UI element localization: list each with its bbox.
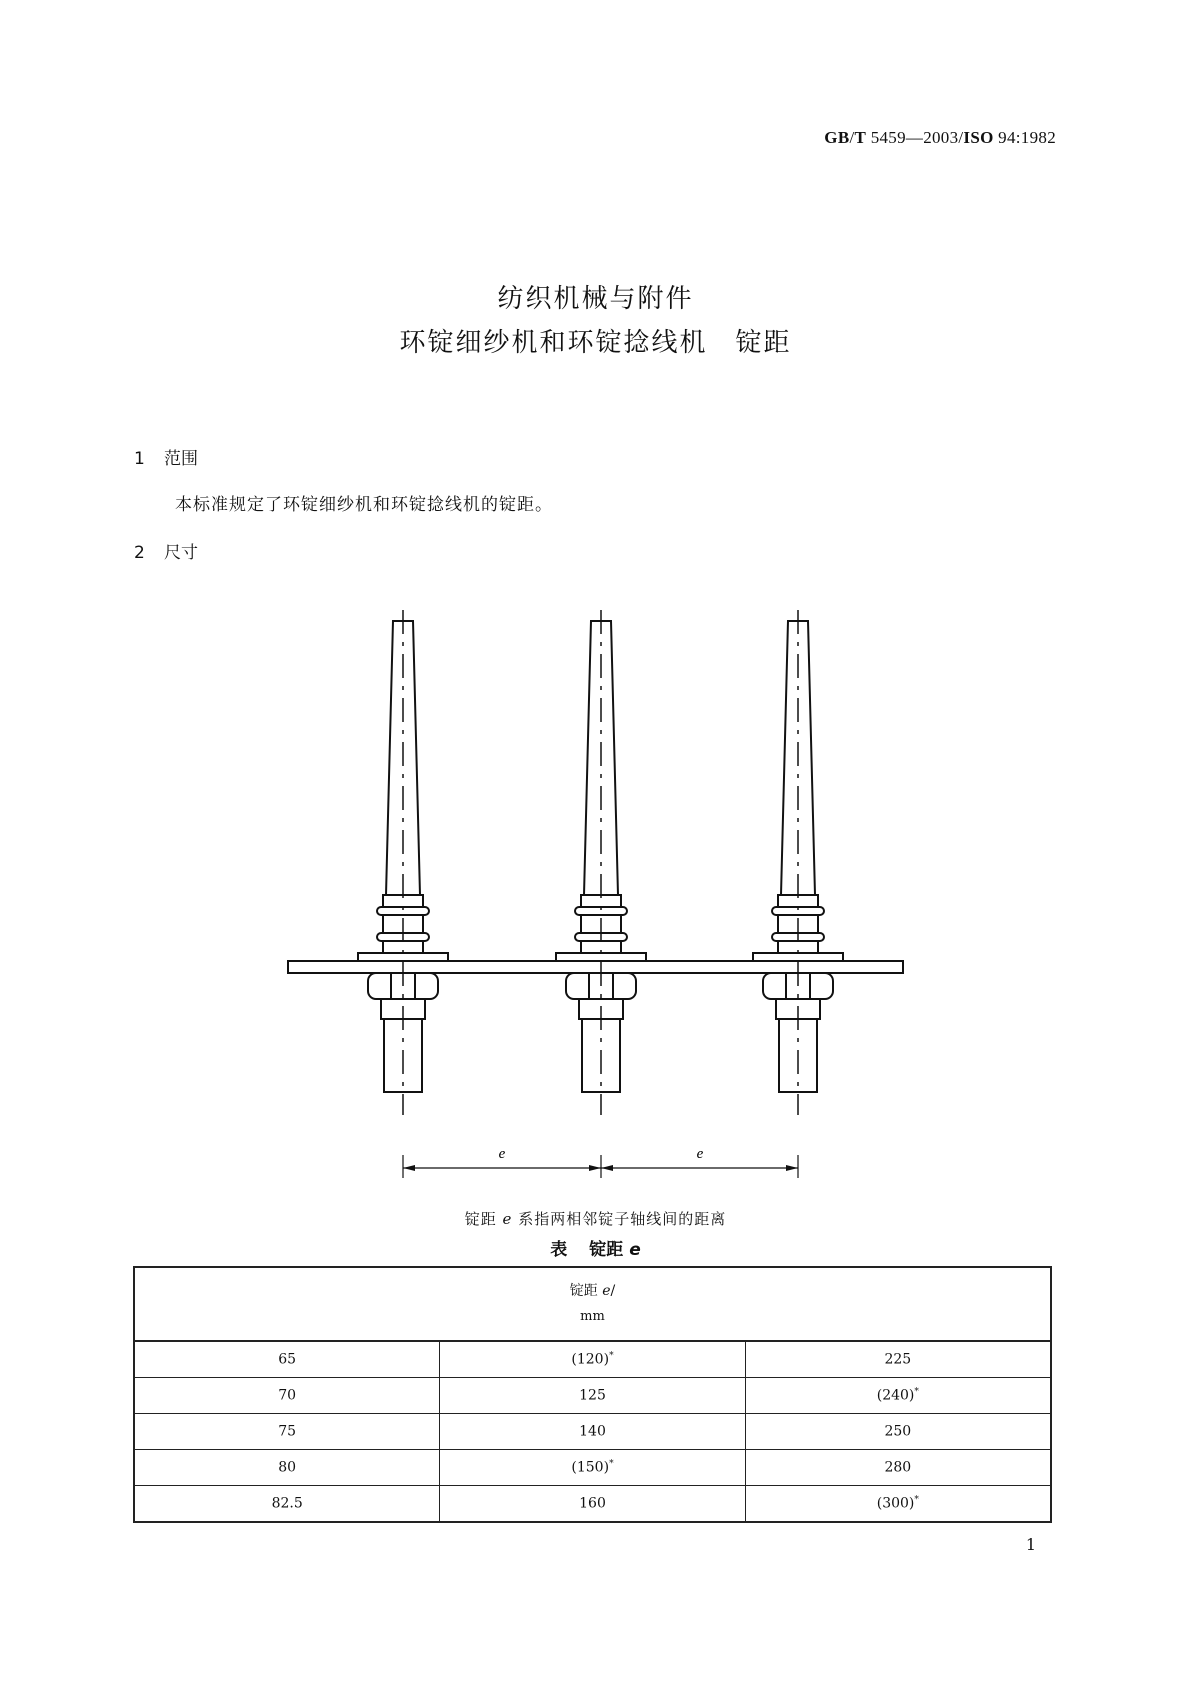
- header-slash: /: [610, 1283, 616, 1299]
- std-gb: GB: [824, 128, 850, 147]
- dimension-lines: [403, 1155, 798, 1178]
- cell-footnote-mark: *: [914, 1495, 919, 1506]
- cell-value: 125: [579, 1387, 606, 1404]
- cell-value: (120): [571, 1351, 610, 1368]
- figure-caption: [0, 1208, 1191, 1229]
- title-line-1: 纺织机械与附件: [497, 284, 694, 314]
- spindle-rail: [288, 961, 903, 973]
- spindle-3: [753, 610, 843, 1115]
- table-cell: [134, 1486, 440, 1523]
- caption-var: e: [502, 1210, 513, 1228]
- cell-value: 225: [884, 1351, 912, 1368]
- cell-value: 75: [278, 1423, 297, 1440]
- table-cell: [134, 1450, 440, 1486]
- table-title-prefix: 表: [550, 1240, 568, 1260]
- table-cell: [745, 1378, 1051, 1414]
- cell-value: 160: [579, 1495, 606, 1512]
- table-row: [134, 1341, 1051, 1378]
- section-1-text: 本标准规定了环锭细纱机和环锭捻线机的锭距。: [175, 495, 553, 515]
- cell-footnote-mark: *: [609, 1351, 614, 1362]
- std-slash-2: /: [958, 128, 964, 147]
- table-cell: [134, 1378, 440, 1414]
- table-title: [0, 1235, 1191, 1260]
- header-label: 锭距: [569, 1283, 598, 1299]
- std-iso: ISO: [963, 128, 994, 147]
- cell-value: 140: [579, 1423, 606, 1440]
- cell-value: (150): [571, 1459, 610, 1476]
- cell-footnote-mark: *: [609, 1459, 614, 1470]
- table-cell: [440, 1414, 745, 1450]
- table-cell: [745, 1450, 1051, 1486]
- title-line-2: 环锭细纱机和环锭捻线机 锭距: [399, 328, 792, 358]
- section-2-title: 尺寸: [164, 543, 198, 563]
- table-row: [134, 1378, 1051, 1414]
- table-cell: [745, 1341, 1051, 1378]
- caption-post: 系指两相邻锭子轴线间的距离: [518, 1210, 727, 1228]
- table-cell: [745, 1414, 1051, 1450]
- table-header-row: [134, 1267, 1051, 1341]
- cell-value: 280: [884, 1459, 912, 1476]
- table-row: [134, 1414, 1051, 1450]
- table-header-cell: [134, 1267, 1051, 1341]
- dimension-label-e-1: e: [498, 1146, 506, 1162]
- cell-value: (240): [876, 1387, 915, 1404]
- std-t: T: [854, 128, 867, 147]
- dimension-label-e-2: e: [696, 1146, 704, 1162]
- spindle-gauge-table: [133, 1266, 1052, 1523]
- section-1-number: 1: [134, 449, 145, 469]
- table-title-var: e: [629, 1240, 641, 1260]
- spindle-1: [358, 610, 448, 1115]
- table-cell: [440, 1450, 745, 1486]
- table-row: [134, 1450, 1051, 1486]
- std-iso-num: 94:1982: [993, 128, 1056, 147]
- table-cell: [440, 1486, 745, 1523]
- header-var: e: [602, 1283, 611, 1299]
- cell-value: 80: [278, 1459, 297, 1476]
- section-2-number: 2: [134, 543, 145, 563]
- cell-footnote-mark: *: [914, 1387, 919, 1398]
- spindle-2: [556, 610, 646, 1115]
- section-1-title: 范围: [164, 449, 198, 469]
- table-cell: [134, 1341, 440, 1378]
- table-cell: [745, 1486, 1051, 1523]
- cell-value: 70: [278, 1387, 297, 1404]
- table-title-main: 锭距: [589, 1240, 624, 1260]
- cell-value: 82.5: [271, 1495, 303, 1512]
- std-num: 5459—2003: [866, 128, 959, 147]
- std-slash: /: [849, 128, 855, 147]
- table-row: [134, 1486, 1051, 1523]
- cell-value: 65: [278, 1351, 297, 1368]
- table-cell: [440, 1378, 745, 1414]
- table-cell: [134, 1414, 440, 1450]
- cell-value: 250: [884, 1423, 912, 1440]
- table-cell: [440, 1341, 745, 1378]
- cell-value: (300): [876, 1495, 915, 1512]
- page-number: 1: [1025, 1535, 1036, 1554]
- header-unit: mm: [580, 1309, 605, 1324]
- caption-pre: 锭距: [464, 1210, 497, 1228]
